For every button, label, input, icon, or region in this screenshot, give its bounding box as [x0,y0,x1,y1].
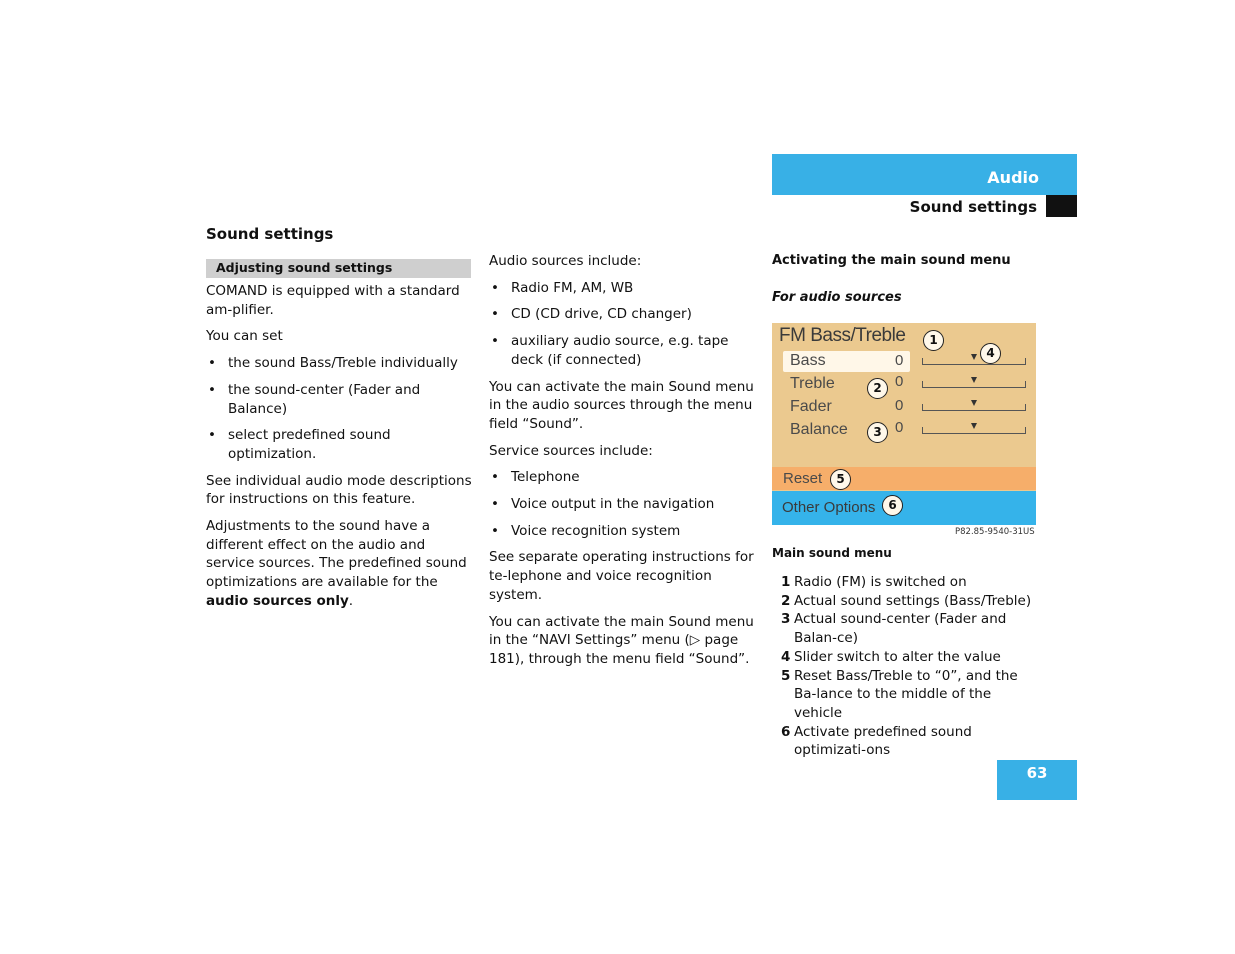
callout-1: 1 [923,330,944,351]
paragraph [206,517,472,611]
list-item: • CD (CD drive, CD changer) [489,305,757,324]
balance-label: Balance [790,421,848,438]
legend-text: Actual sound-center (Fader and Balan-ce) [794,611,1007,647]
slider-knob [971,377,977,383]
legend-item [781,592,1041,611]
list-item: • the sound-center (Fader and Balance) [206,381,472,418]
list-item: • Telephone [489,468,757,487]
paragraph: Audio sources include: [489,253,642,269]
fader-label: Fader [790,398,832,415]
list-item: • Voice recognition system [489,522,757,541]
page-number-box [997,760,1077,800]
bass-label: Bass [790,352,826,369]
figure-legend [781,573,1041,760]
paragraph: You can activate the main Sound menu in the audio sources through the menu field “Sound”. [489,378,754,432]
bass-value: 0 [895,352,904,369]
treble-slider [922,381,1026,388]
chapter-title: Audio [987,168,1039,187]
subheading-bar [206,259,471,278]
other-options-label: Other Options [782,499,876,516]
menu-title: FM Bass/Treble [779,325,906,346]
paragraph: Service sources include: [489,442,653,459]
sound-menu-screenshot [772,323,1036,525]
list-item: • the sound Bass/Treble individually [206,354,472,373]
legend-text: Activate predefined sound optimizati-ons [794,723,972,759]
treble-value: 0 [895,373,904,390]
middle-column [489,252,757,677]
legend-number: 5 [781,667,791,684]
legend-item [781,723,1041,760]
bass-slider [922,358,1026,365]
figure-caption: Main sound menu [772,546,892,560]
legend-number: 6 [781,723,791,740]
audio-sources-subheading: For audio sources [772,290,902,305]
fader-value: 0 [895,397,904,414]
list-item: • auxiliary audio source, e.g. tape deck (if connected) [489,332,757,369]
legend-number: 3 [781,611,791,628]
list-item: • Radio FM, AM, WB [489,279,757,298]
bullet-list [489,468,757,540]
balance-slider [922,427,1026,434]
paragraph-end: . [348,592,354,609]
slider-knob [971,400,977,406]
list-item: • Voice output in the navigation [489,495,757,514]
paragraph: See separate operating instructions for te-lephone and voice recognition system. [489,549,754,603]
section-marker [1046,195,1077,217]
figure-code: P82.85-9540-31US [955,527,1035,537]
paragraph: You can set [206,328,283,345]
legend-item [781,648,1041,667]
treble-label: Treble [790,375,835,392]
legend-text: Slider switch to alter the value [794,648,1001,665]
legend-number: 4 [781,648,791,665]
balance-value: 0 [895,419,904,436]
paragraph: You can activate the main Sound menu in the “NAVI Settings” menu (▷ page 181), through the menu field “Sound”. [489,613,754,667]
paragraph-text: Adjustments to the sound have a different effect on the audio and service sources. The predefined sound optimizations are available for the [206,518,467,591]
list-item: • select predefined sound optimization. [206,426,472,463]
legend-text: Actual sound settings (Bass/Treble) [794,592,1032,609]
page-number: 63 [1026,764,1048,782]
subheading: Adjusting sound settings [216,260,393,275]
legend-text: Reset Bass/Treble to “0”, and the Ba-lance to the middle of the vehicle [794,667,1018,721]
paragraph: COMAND is equipped with a standard am-plifier. [206,283,460,318]
callout-2: 2 [867,378,888,399]
fader-slider [922,404,1026,411]
reset-label: Reset [783,470,823,487]
section-title: Sound settings [909,198,1037,216]
bullet-list [489,279,757,370]
callout-6: 6 [882,495,903,516]
legend-item [781,667,1041,723]
paragraph: See individual audio mode descriptions for instructions on this feature. [206,472,472,508]
legend-item [781,610,1041,647]
slider-knob [971,354,977,360]
emphasis-text: audio sources only [206,592,349,609]
activation-heading: Activating the main sound menu [772,253,1011,268]
callout-5: 5 [830,469,851,490]
left-column [206,282,472,619]
chapter-header-bar [772,154,1077,195]
callout-4: 4 [980,343,1001,364]
legend-number: 1 [781,574,791,590]
legend-text: Radio (FM) is switched on [794,574,967,590]
page-title: Sound settings [206,225,334,243]
slider-knob [971,423,977,429]
callout-3: 3 [867,422,888,443]
legend-item [781,573,1041,592]
legend-number: 2 [781,592,791,609]
bullet-list [206,354,472,464]
